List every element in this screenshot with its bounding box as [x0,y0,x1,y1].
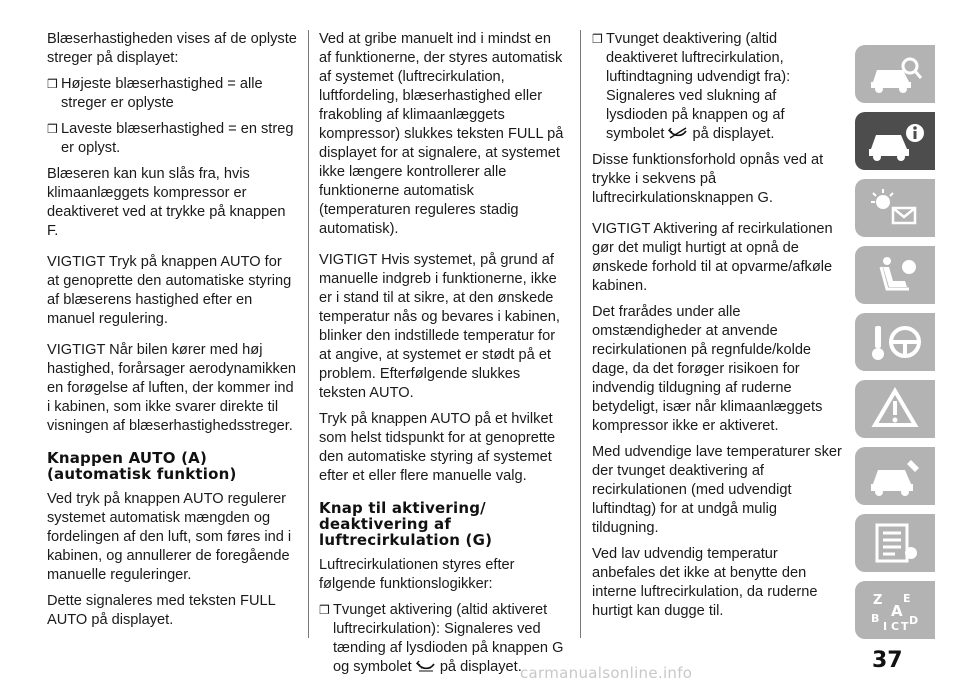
svg-text:B: B [871,612,880,625]
paragraph: Blæserhastigheden vises af de oplyste streger på displayet: [47,31,297,66]
heading-line: (automatisk funktion) [47,465,237,483]
bullet-text: på displayet. [692,126,775,142]
text-column-2 [319,30,567,684]
heading-line: Knappen AUTO (A) [47,449,208,467]
paragraph: Tryk på knappen AUTO på et hvilket som helst tidspunkt for at genoprette den automatiske styring af systemet efter et eller flere manuelle valg. [319,411,556,484]
svg-text:T: T [901,620,909,632]
chapter-tab-car-info[interactable] [855,112,935,170]
paragraph: Det frarådes under alle omstændigheder at anvende recirkulationen på regnfulde/kolde dage, da det forøger risikoen for indvendig tildugning af ruderne betydeligt, især når klimaanlæggets kompressor ikke er aktiveret. [592,304,823,434]
bullet-text: Laveste blæserhastighed = en streg er oplyst. [61,121,294,156]
paragraph: VIGTIGT Når bilen kører med høj hastighed, forårsager aerodynamikken en forøgelse af luften, der kommer ind i kabinen, som ikke svarer direkte til visningen af blæserhastighedsstreger. [47,342,297,434]
page-number: 37 [872,648,903,673]
paragraph: Ved tryk på knappen AUTO regulerer systemet automatisk mængden og fordelingen af den luft, som føres ind i kabinen, og annullerer de foregående manuelle reguleringer. [47,491,292,583]
svg-text:D: D [909,614,919,627]
key-steering-icon [865,320,925,364]
heading-line: deaktivering af [319,515,452,533]
recirculation-off-symbol-icon [668,127,688,139]
column-divider [308,30,309,638]
section-heading-auto [47,450,297,482]
chapter-tab-warning-lights[interactable] [855,179,935,237]
paragraph: Ved at gribe manuelt ind i mindst en af funktionerne, der styres automatisk af systemet (luftrecirkulation, luftfordeling, blæserhastighed eller frakobling af klimaanlæggets kompressor) slukkes teksten FULL på displayet for at signalere, at systemet ikke længere kontrollerer alle funktionerne automatisk (temperaturen reguleres stadig automatisk). [319,31,564,237]
svg-text:I: I [883,620,888,632]
bullet-text: på displayet. [439,659,522,675]
heading-line: Knap til aktivering/ [319,499,486,517]
bullet-text: Højeste blæserhastighed = alle streger er oplyste [61,76,263,111]
svg-text:C: C [891,620,900,632]
paragraph: VIGTIGT Aktivering af recirkulationen gør det muligt hurtigt at opnå de ønskede forhold til at opvarme/afkøle kabinen. [592,221,833,294]
paragraph: Disse funktionsforhold opnås ved at trykke i sekvens på luftrecirkulationsknappen G. [592,152,824,206]
specifications-icon [865,521,925,565]
text-column-3 [592,30,842,628]
chapter-tab-emergency[interactable] [855,380,935,438]
paragraph: VIGTIGT Tryk på knappen AUTO for at genoprette den automatiske styring af blæserens hastighed efter en manuel regulering. [47,254,292,327]
bullet-item [47,120,297,158]
chapter-tab-specifications[interactable] [855,514,935,572]
recirculation-symbol-icon [416,660,436,672]
svg-text:Z: Z [873,593,883,608]
bullet-item [47,75,297,113]
heading-line: luftrecirkulation (G) [319,531,493,549]
car-service-icon [865,454,925,498]
car-search-icon [865,52,925,96]
watermark: carmanualsonline.info [520,664,693,682]
alphabetical-index-icon [865,588,925,632]
bullet-item [592,30,842,144]
paragraph: Med udvendige lave temperaturer sker der tvunget deaktivering af recirkulationen (med udvendigt luftindtag) for at undgå mulig tildugning. [592,444,842,536]
bullet-glyph: ❒ [592,32,603,46]
bullet-glyph: ❒ [47,77,58,91]
bullet-text: Tvunget aktivering (altid aktiveret luftrecirkulation): Signaleres ved tænding af lysdioden på knappen G og symbolet [333,602,564,675]
car-info-icon [865,119,925,163]
text-column-1 [47,30,297,637]
chapter-tab-safety[interactable] [855,246,935,304]
section-heading-recirculation [319,500,567,548]
bullet-glyph: ❒ [319,603,330,617]
column-divider [580,30,581,638]
warning-lights-icon [865,186,925,230]
paragraph: Dette signaleres med teksten FULL AUTO på displayet. [47,593,276,628]
chapter-sidebar [855,45,935,648]
bullet-glyph: ❒ [47,122,58,136]
paragraph: Ved lav udvendig temperatur anbefales det ikke at benytte den interne luftrecirkulation, da ruderne hurtigt kan dugge til. [592,546,818,619]
chapter-tab-starting-driving[interactable] [855,313,935,371]
airbag-seat-icon [865,253,925,297]
svg-text:A: A [891,602,903,620]
bullet-text: Tvunget deaktivering (altid deaktiveret luftrecirkulation, luftindtagning udvendigt fra): Signaleres ved slukning af lysdioden på knappen og af symbolet [606,31,791,142]
roadside-warning-icon [865,387,925,431]
paragraph: Blæseren kan kun slås fra, hvis klimaanlæggets kompressor er deaktiveret ved at trykke på knappen F. [47,166,286,239]
chapter-tab-maintenance[interactable] [855,447,935,505]
svg-text:E: E [903,592,911,605]
paragraph: VIGTIGT Hvis systemet, på grund af manuelle indgreb i funktionerne, ikke er i stand til at sikre, at den ønskede temperatur nås og bevares i kabinen, blinker den indstillede temperatur for at angive, at systemet er stødt på et problem. Efterfølgende slukkes teksten AUTO. [319,252,560,401]
chapter-tab-car-search[interactable] [855,45,935,103]
paragraph: Luftrecirkulationen styres efter følgende funktionslogikker: [319,557,515,592]
chapter-tab-index[interactable] [855,581,935,639]
